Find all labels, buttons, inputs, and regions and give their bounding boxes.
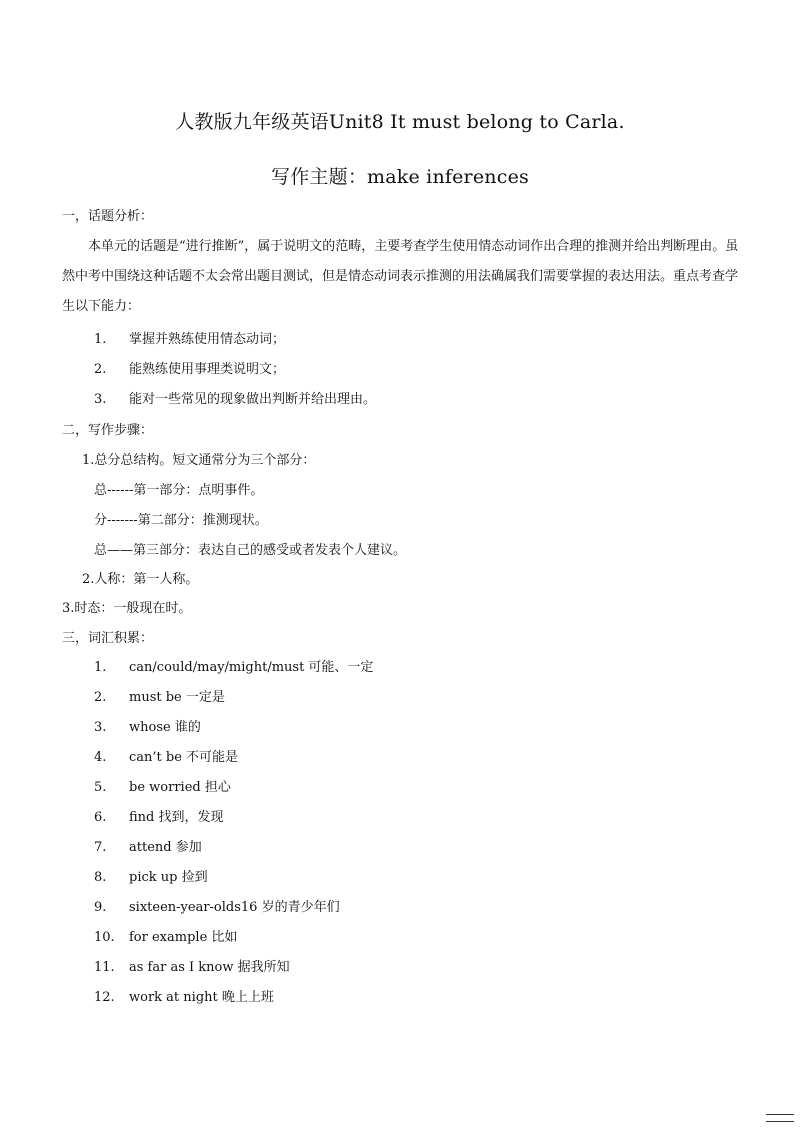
section-heading-topic-analysis: 一，话题分析： bbox=[62, 209, 154, 224]
list-item-number: 1. bbox=[94, 332, 107, 347]
vocab-item-number: 11. bbox=[94, 960, 115, 975]
list-item-number: 3. bbox=[94, 392, 107, 407]
vocab-item-text: for example 比如 bbox=[129, 930, 238, 945]
writing-step-structure: 1.总分总结构。短文通常分为三个部分： bbox=[82, 453, 316, 468]
vocab-item-text: be worried 担心 bbox=[129, 780, 231, 795]
structure-part: 分-------第二部分：推测现状。 bbox=[94, 513, 268, 528]
vocab-item-number: 4. bbox=[94, 750, 107, 765]
vocab-item-text: as far as I know 据我所知 bbox=[129, 960, 290, 975]
vocab-item-number: 10. bbox=[94, 930, 115, 945]
vocab-item-number: 9. bbox=[94, 900, 107, 915]
vocab-item-text: can’t be 不可能是 bbox=[129, 750, 239, 765]
vocab-item-number: 8. bbox=[94, 870, 107, 885]
vocab-item-text: attend 参加 bbox=[129, 840, 202, 855]
vocab-item-number: 12. bbox=[94, 990, 115, 1005]
corner-mark bbox=[766, 1114, 794, 1122]
vocab-item-number: 3. bbox=[94, 720, 107, 735]
list-item-text: 掌握并熟练使用情态动词； bbox=[129, 332, 286, 347]
writing-step-person: 2.人称：第一人称。 bbox=[82, 572, 199, 587]
vocab-item-text: must be 一定是 bbox=[129, 690, 225, 705]
document-subtitle: 写作主题：make inferences bbox=[271, 166, 529, 188]
list-item-text: 能对一些常见的现象做出判断并给出理由。 bbox=[129, 392, 377, 407]
vocab-item-number: 1. bbox=[94, 660, 107, 675]
document-title: 人教版九年级英语Unit8 It must belong to Carla. bbox=[175, 111, 625, 133]
vocab-item-text: pick up 捡到 bbox=[129, 870, 208, 885]
section-heading-writing-steps: 二，写作步骤： bbox=[62, 423, 154, 438]
writing-step-tense: 3.时态：一般现在时。 bbox=[62, 601, 192, 616]
vocab-item-number: 6. bbox=[94, 810, 107, 825]
list-item-text: 能熟练使用事理类说明文； bbox=[129, 362, 286, 377]
section-paragraph-topic-analysis: 本单元的话题是“进行推断”，属于说明文的范畴，主要考查学生使用情态动词作出合理的推测并给出判断理由。虽然中考中围绕这种话题不太会常出题目测试，但是情态动词表示推测的用法确属我们需要掌握的表达用法。重点考查学生以下能力： bbox=[62, 239, 739, 314]
vocab-item-text: work at night 晚上上班 bbox=[129, 990, 274, 1005]
list-item-number: 2. bbox=[94, 362, 107, 377]
vocab-item-number: 5. bbox=[94, 780, 107, 795]
vocab-item-text: can/could/may/might/must 可能、一定 bbox=[129, 660, 374, 675]
structure-part: 总——第三部分：表达自己的感受或者发表个人建议。 bbox=[94, 543, 407, 558]
section-heading-vocabulary: 三，词汇积累： bbox=[62, 631, 154, 646]
vocab-item-number: 2. bbox=[94, 690, 107, 705]
vocab-item-text: sixteen-year-olds16 岁的青少年们 bbox=[129, 900, 340, 915]
vocab-item-text: find 找到，发现 bbox=[129, 810, 224, 825]
vocab-item-number: 7. bbox=[94, 840, 107, 855]
structure-part: 总------第一部分：点明事件。 bbox=[94, 483, 264, 498]
vocab-item-text: whose 谁的 bbox=[129, 720, 201, 735]
